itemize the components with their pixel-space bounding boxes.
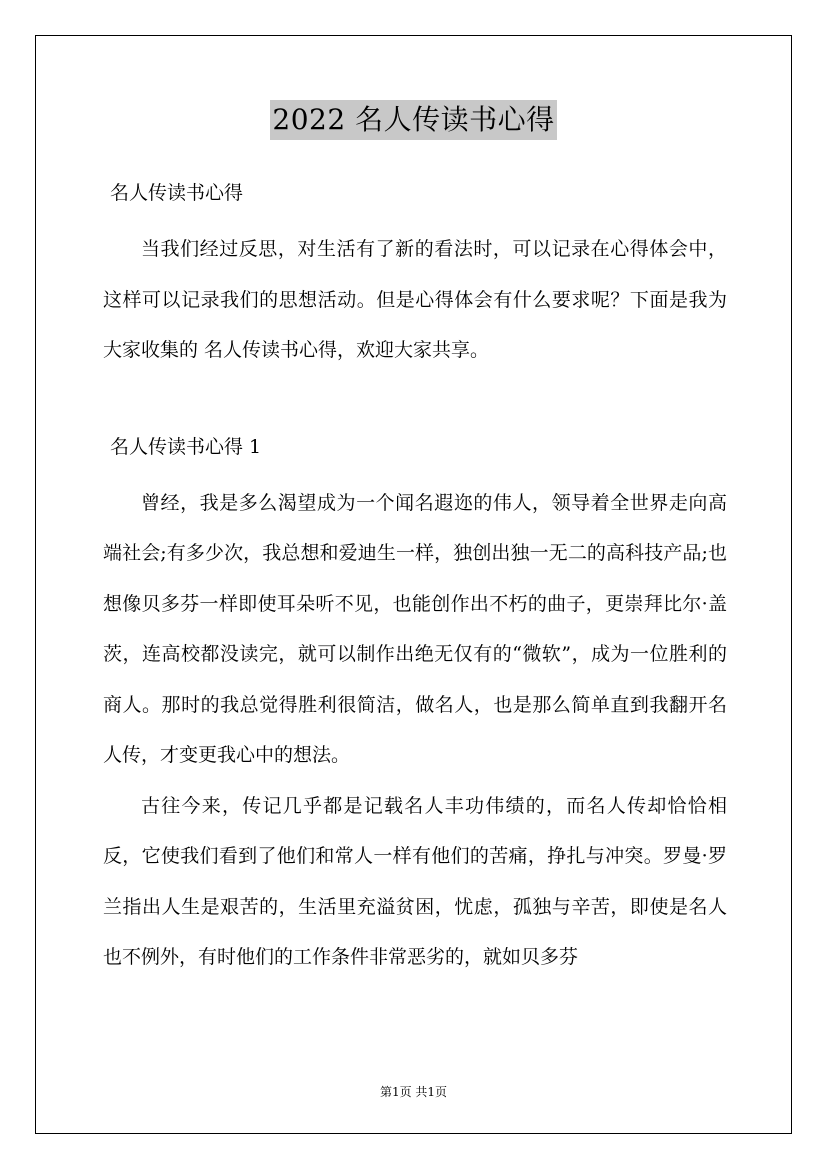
- body-paragraph-1: 曾经，我是多么渴望成为一个闻名遐迩的伟人，领导着全世界走向高端社会;有多少次，我总想和爱迪生一样，独创出独一无二的高科技产品;也想像贝多芬一样即使耳朵听不见，也能创作出不朽的曲子，更崇拜比尔·盖茨，连高校都没读完，就可以制作出绝无仅有的“微软”，成为一位胜利的商人。那时的我总觉得胜利很简洁，做名人，也是那么简单直到我翻开名人传，才变更我心中的想法。: [103, 491, 727, 766]
- section-heading-intro: 名人传读书心得: [110, 182, 244, 204]
- title-container: [0, 100, 827, 140]
- document-body: [103, 172, 727, 983]
- section-heading-1: 名人传读书心得 1: [110, 435, 262, 458]
- document-title: 2022 名人传读书心得: [270, 100, 556, 140]
- body-paragraph-2: 古往今来，传记几乎都是记载名人丰功伟绩的，而名人传却恰恰相反，它使我们看到了他们和常人一样有他们的苦痛，挣扎与冲突。罗曼·罗兰指出人生是艰苦的，生活里充溢贫困，忧虑，孤独与辛苦，即使是名人也不例外，有时他们的工作条件非常恶劣的，就如贝多芬: [103, 794, 727, 968]
- page-footer: 第1页 共1页: [379, 1085, 448, 1099]
- intro-paragraph: 当我们经过反思，对生活有了新的看法时，可以记录在心得体会中，这样可以记录我们的思想活动。但是心得体会有什么要求呢？下面是我为大家收集的 名人传读书心得，欢迎大家共享。: [103, 238, 727, 361]
